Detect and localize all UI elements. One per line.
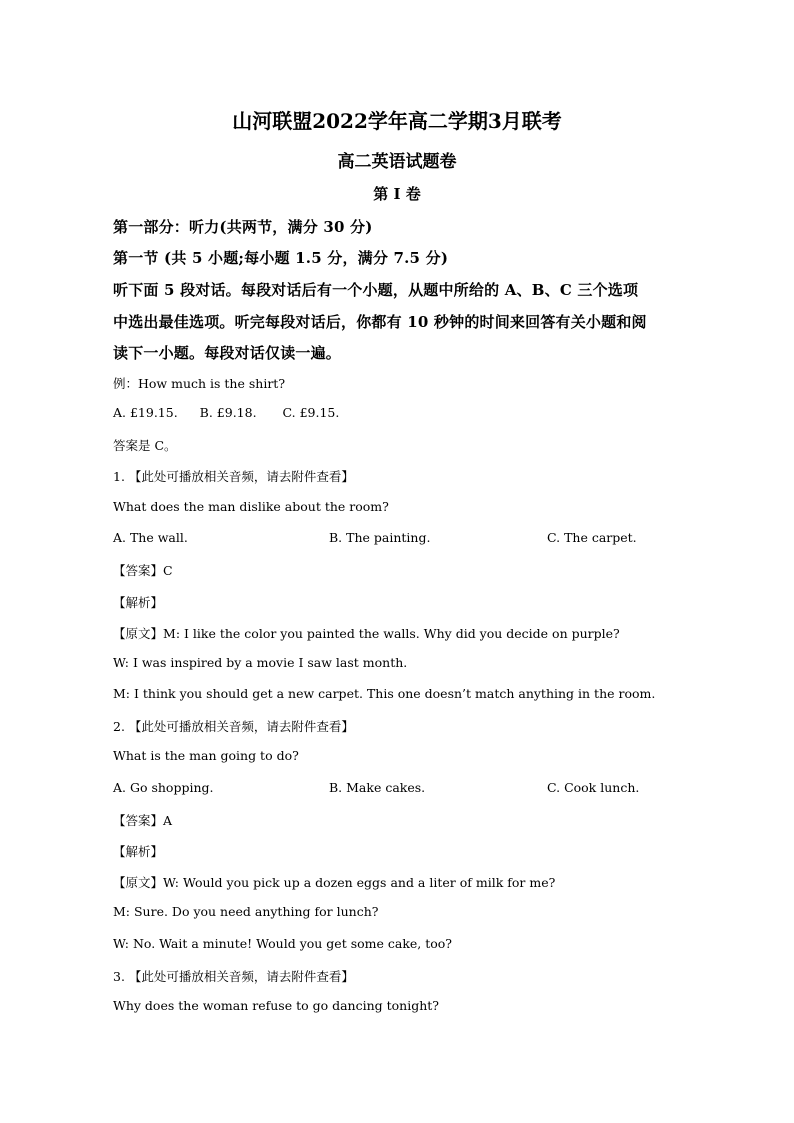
question-1-transcript-1 <box>113 624 620 642</box>
question-1-option-c: C. The carpet. <box>547 530 637 545</box>
instructions-line-3: 读下一小题。每段对话仅读一遍。 <box>113 344 342 362</box>
question-2-option-b: B. Make cakes. <box>329 780 426 795</box>
question-2-number: 2. <box>113 719 125 734</box>
answer-tag: 【答案】 <box>113 813 164 828</box>
question-1-transcript-3: M: I think you should get a new carpet. This one doesn’t match anything in the room. <box>113 686 656 701</box>
question-2-option-a: A. Go shopping. <box>113 780 214 795</box>
volume-label: 第 I 卷 <box>373 185 421 203</box>
instructions-line-2: 中选出最佳选项。听完每段对话后，你都有 10 秒钟的时间来回答有关小题和阅 <box>113 313 647 331</box>
transcript-line: W: Would you pick up a dozen eggs and a liter of milk for me? <box>163 875 556 890</box>
question-1-number: 1. <box>113 469 125 484</box>
question-3-number: 3. <box>113 969 125 984</box>
example-option-a: A. £19.15. <box>113 405 178 420</box>
example-option-c: C. £9.15. <box>282 405 340 420</box>
question-2-audio-link[interactable]: 【此处可播放相关音频，请去附件查看】 <box>128 719 354 734</box>
example-options <box>113 405 339 420</box>
exam-subtitle: 高二英语试题卷 <box>337 152 457 172</box>
question-2-answer <box>113 811 172 829</box>
question-2-transcript-3: W: No. Wait a minute! Would you get some cake, too? <box>113 936 453 951</box>
question-2-transcript-1 <box>113 873 555 891</box>
original-tag: 【原文】 <box>113 875 164 890</box>
transcript-line: M: I like the color you painted the walls. Why did you decide on purple? <box>163 626 620 641</box>
answer-value: A <box>163 813 173 828</box>
question-3-header <box>113 967 354 985</box>
question-2-text: What is the man going to do? <box>113 748 299 763</box>
answer-value: C <box>163 563 173 578</box>
question-2-header <box>113 717 354 735</box>
section-heading: 第一节 (共 5 小题;每小题 1.5 分，满分 7.5 分) <box>113 249 449 267</box>
part-heading: 第一部分：听力(共两节，满分 30 分) <box>113 218 373 236</box>
example-option-b: B. £9.18. <box>199 405 257 420</box>
question-1-option-a: A. The wall. <box>113 530 188 545</box>
question-2-transcript-2: M: Sure. Do you need anything for lunch? <box>113 904 379 919</box>
question-1-analysis: 【解析】 <box>113 595 164 610</box>
question-1-answer <box>113 561 173 579</box>
question-3-text: Why does the woman refuse to go dancing tonight? <box>113 998 440 1013</box>
question-1-header <box>113 467 354 485</box>
question-1-transcript-2: W: I was inspired by a movie I saw last month. <box>113 655 408 670</box>
exam-title: 山河联盟2022学年高二学期3月联考 <box>232 109 562 133</box>
question-1-text: What does the man dislike about the room? <box>113 499 389 514</box>
question-2-analysis: 【解析】 <box>113 844 164 859</box>
example-answer: 答案是 C。 <box>113 438 177 453</box>
question-3-audio-link[interactable]: 【此处可播放相关音频，请去附件查看】 <box>128 969 354 984</box>
question-1-option-b: B. The painting. <box>329 530 431 545</box>
answer-tag: 【答案】 <box>113 563 164 578</box>
example-question: 例：How much is the shirt? <box>113 376 286 391</box>
original-tag: 【原文】 <box>113 626 164 641</box>
instructions-line-1: 听下面 5 段对话。每段对话后有一个小题，从题中所给的 A、B、C 三个选项 <box>113 281 639 299</box>
question-2-option-c: C. Cook lunch. <box>547 780 640 795</box>
question-1-audio-link[interactable]: 【此处可播放相关音频，请去附件查看】 <box>128 469 354 484</box>
